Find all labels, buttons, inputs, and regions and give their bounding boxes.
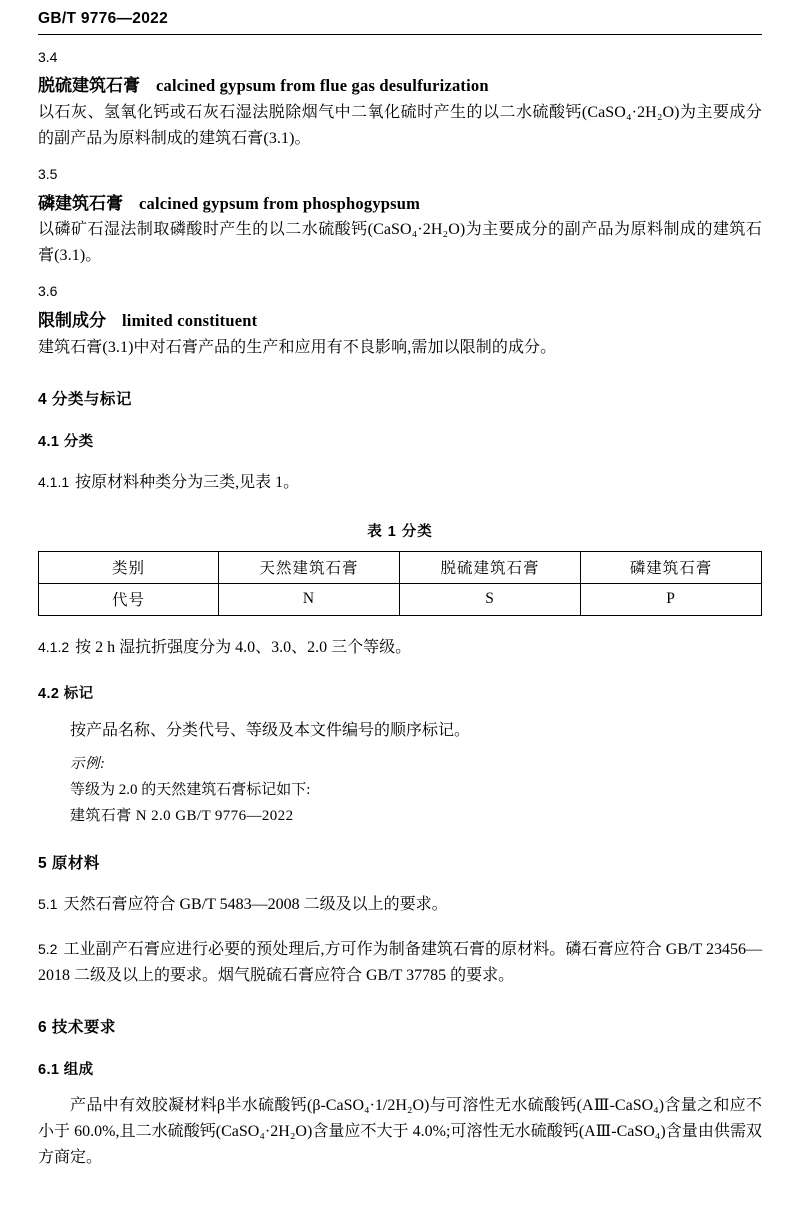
- term-definition-3-5: 以磷矿石湿法制取磷酸时产生的以二水硫酸钙(CaSO₄·2H₂O)为主要成分的副产品为原料制成的建筑石膏(3.1)。: [38, 221, 762, 265]
- term-zh-3-5: 磷建筑石膏: [38, 193, 123, 213]
- section-heading-6-1: 6.1 组成: [38, 1062, 94, 1079]
- term-en-3-5: calcined gypsum from phosphogypsum: [139, 193, 421, 213]
- table-cell-code-n: N: [219, 583, 400, 615]
- table-cell-phospho: 磷建筑石膏: [581, 551, 762, 583]
- term-heading-3-6: [38, 310, 762, 333]
- clause-4-1-1-label: 4.1.1: [38, 473, 70, 490]
- table-cell-code-s: S: [400, 583, 581, 615]
- section-heading-5: 5 原材料: [38, 855, 100, 873]
- section-heading-4-1: 4.1 分类: [38, 433, 94, 450]
- table-cell-category-header: 类别: [39, 551, 219, 583]
- term-heading-3-5: [38, 193, 762, 216]
- table-cell-code-header: 代号: [39, 583, 219, 615]
- table-cell-natural: 天然建筑石膏: [219, 551, 400, 583]
- example-label: 示例:: [70, 756, 106, 773]
- term-en-3-4: calcined gypsum from flue gas desulfurization: [156, 76, 489, 96]
- marking-paragraph: 按产品名称、分类代号、等级及本文件编号的顺序标记。: [70, 721, 471, 739]
- term-en-3-6: limited constituent: [122, 310, 258, 330]
- clause-4-1-1-text: 按原材料种类分为三类,见表 1。: [75, 473, 300, 491]
- clause-5-1-label: 5.1: [38, 896, 58, 913]
- page-header-standard-number: GB/T 9776—2022: [38, 10, 168, 27]
- example-line-1: 等级为 2.0 的天然建筑石膏标记如下:: [70, 782, 311, 799]
- clause-number-3-6: 3.6: [38, 283, 58, 300]
- clause-5-1-text: 天然石膏应符合 GB/T 5483—2008 二级及以上的要求。: [63, 896, 448, 914]
- table-cell-code-p: P: [581, 583, 762, 615]
- term-heading-3-4: [38, 75, 762, 98]
- table-1-classification: [38, 551, 762, 616]
- section-heading-6: 6 技术要求: [38, 1019, 116, 1037]
- table-row: [39, 551, 762, 583]
- header-divider: [38, 34, 762, 35]
- clause-4-1-2-label: 4.1.2: [38, 638, 70, 655]
- clause-5-2-label: 5.2: [38, 941, 58, 958]
- term-definition-3-6: 建筑石膏(3.1)中对石膏产品的生产和应用有不良影响,需加以限制的成分。: [38, 338, 557, 356]
- clause-5-2: [38, 937, 762, 989]
- term-zh-3-6: 限制成分: [38, 310, 106, 330]
- term-zh-3-4: 脱硫建筑石膏: [38, 76, 140, 96]
- section-heading-4: 4 分类与标记: [38, 390, 132, 408]
- section-heading-4-2: 4.2 标记: [38, 685, 94, 702]
- table-cell-desulfurization: 脱硫建筑石膏: [400, 551, 581, 583]
- clause-4-1-2: [38, 635, 762, 661]
- clause-number-3-4: 3.4: [38, 48, 58, 65]
- clause-5-2-text: 工业副产石膏应进行必要的预处理后,方可作为制备建筑石膏的原材料。磷石膏应符合 GB/T 23456—2018 二级及以上的要求。烟气脱硫石膏应符合 GB/T 37785 的要求。: [38, 941, 762, 985]
- clause-4-1-2-text: 按 2 h 湿抗折强度分为 4.0、3.0、2.0 三个等级。: [75, 638, 412, 656]
- table-1-caption: 表 1 分类: [367, 523, 433, 540]
- table-row: [39, 583, 762, 615]
- clause-5-1: [38, 892, 762, 918]
- clause-number-3-5: 3.5: [38, 165, 58, 182]
- example-line-2: 建筑石膏 N 2.0 GB/T 9776—2022: [70, 808, 294, 825]
- term-definition-3-4: 以石灰、氢氧化钙或石灰石湿法脱除烟气中二氧化硫时产生的以二水硫酸钙(CaSO₄·2H₂O)为主要成分的副产品为原料制成的建筑石膏(3.1)。: [38, 104, 762, 148]
- clause-4-1-1: [38, 470, 762, 496]
- clause-6-1-body: 产品中有效胶凝材料β半水硫酸钙(β-CaSO₄·1/2H₂O)与可溶性无水硫酸钙(AⅢ-CaSO₄)含量之和应不小于 60.0%,且二水硫酸钙(CaSO₄·2H₂O)含量应不大于 4.0%;可溶性无水硫酸钙(AⅢ-CaSO₄)含量由供需双方商定。: [38, 1097, 762, 1166]
